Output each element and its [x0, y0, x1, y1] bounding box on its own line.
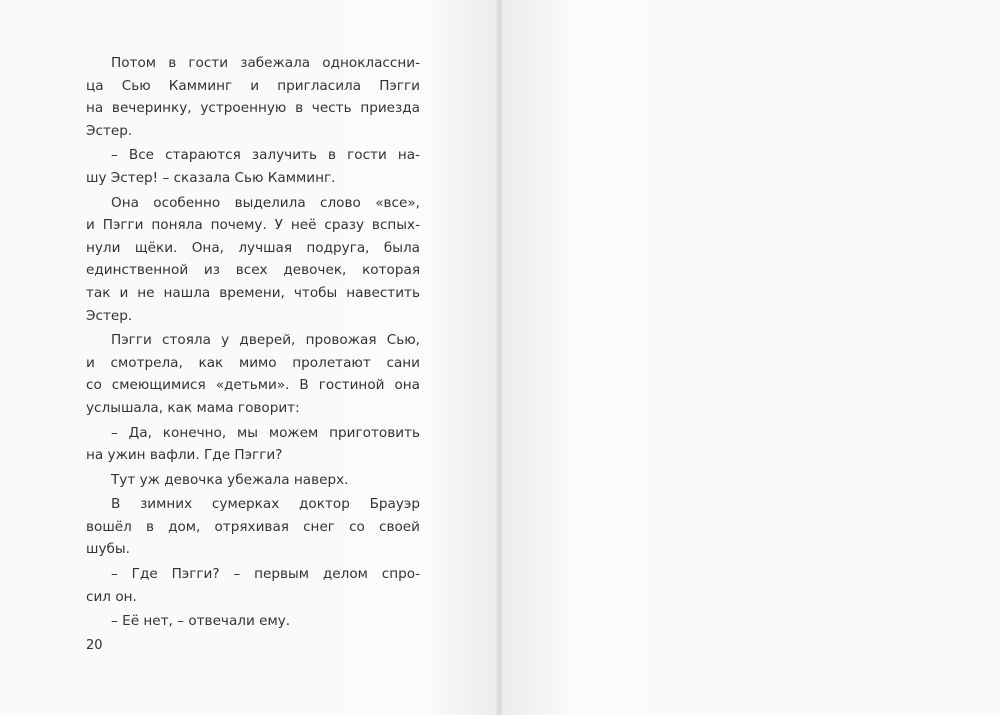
- text-line: – Все стараются залучить в гости на-: [111, 147, 420, 164]
- text-line: В зимних сумерках доктор Брауэр: [111, 496, 420, 513]
- paragraph: [86, 52, 420, 142]
- paragraph: [86, 144, 420, 189]
- text-line: – Да, конечно, мы можем приготовить: [111, 424, 420, 441]
- paragraph: [86, 563, 420, 608]
- text-line: Тут уж девочка убежала наверх.: [111, 471, 349, 488]
- paragraph: [86, 329, 420, 419]
- text-line: шу Эстер! – сказала Сью Камминг.: [86, 169, 336, 186]
- text-line: шубы.: [86, 541, 130, 558]
- page-number: 20: [86, 638, 103, 653]
- text-line: на ужин вафли. Где Пэгги?: [86, 447, 283, 464]
- paragraph: [86, 469, 420, 492]
- text-line: – Её нет, – отвечали ему.: [111, 613, 291, 630]
- text-line: Эстер.: [86, 122, 133, 139]
- paragraph: [86, 493, 420, 561]
- text-line: Эстер.: [86, 307, 133, 324]
- text-line: сил он.: [86, 588, 137, 605]
- text-line: вошёл в дом, отряхивая снег со своей: [86, 518, 420, 535]
- text-line: услышала, как мама говорит:: [86, 399, 300, 416]
- text-line: – Где Пэгги? – первым делом спро-: [111, 566, 420, 583]
- left-page: [0, 0, 498, 715]
- text-line: нули щёки. Она, лучшая подруга, была: [86, 239, 420, 256]
- text-line: Пэгги стояла у дверей, провожая Сью,: [111, 332, 420, 349]
- text-line: Потом в гости забежала одноклассни-: [111, 55, 420, 71]
- paragraph: [86, 192, 420, 328]
- text-line: ца Сью Камминг и пригласила Пэгги: [86, 77, 420, 94]
- paragraph: [86, 422, 420, 467]
- text-line: и смотрела, как мимо пролетают сани: [86, 354, 420, 371]
- text-line: Она особенно выделила слово «все»,: [111, 194, 420, 211]
- text-line: со смеющимися «детьми». В гостиной она: [86, 377, 420, 394]
- right-page: [502, 0, 1000, 715]
- text-line: на вечеринку, устроенную в честь приезда: [86, 100, 420, 117]
- body-text: [86, 52, 420, 635]
- text-line: единственной из всех девочек, которая: [86, 262, 420, 279]
- text-line: так и не нашла времени, чтобы навестить: [86, 284, 420, 301]
- text-line: и Пэгги поняла почему. У неё сразу вспых-: [86, 217, 420, 234]
- paragraph: [86, 610, 420, 633]
